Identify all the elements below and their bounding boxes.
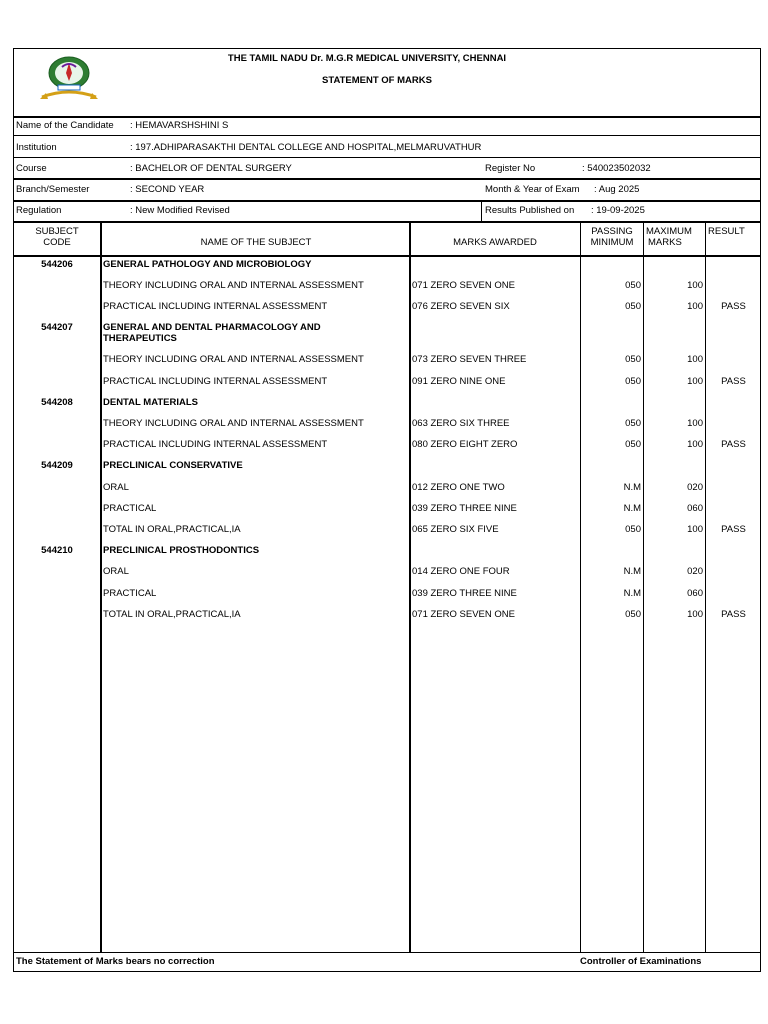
maximum-marks: 020 <box>687 566 703 577</box>
subject-code: 544207 <box>41 322 73 333</box>
subject-name: PRACTICAL <box>103 588 157 599</box>
register-no-value: : 540023502032 <box>582 163 651 174</box>
result-status: PASS <box>721 439 746 450</box>
marks-awarded: 073 ZERO SEVEN THREE <box>412 354 527 365</box>
header-marks-awarded: MARKS AWARDED <box>453 237 537 248</box>
maximum-marks: 100 <box>687 418 703 429</box>
result-status: PASS <box>721 609 746 620</box>
subject-name: DENTAL MATERIALS <box>103 397 198 408</box>
passing-minimum: 050 <box>625 439 641 450</box>
maximum-marks: 100 <box>687 354 703 365</box>
maximum-marks: 020 <box>687 482 703 493</box>
header-passing-2: MINIMUM <box>590 237 634 248</box>
marks-awarded: 091 ZERO NINE ONE <box>412 376 506 387</box>
footer-note: The Statement of Marks bears no correction <box>16 956 215 967</box>
marks-awarded: 080 ZERO EIGHT ZERO <box>412 439 518 450</box>
exam-month-value: : Aug 2025 <box>594 184 640 195</box>
marks-awarded: 071 ZERO SEVEN ONE <box>412 609 515 620</box>
header-maximum-2: MARKS <box>648 237 682 248</box>
document-title: STATEMENT OF MARKS <box>322 75 432 86</box>
branch-label: Branch/Semester <box>16 184 90 195</box>
maximum-marks: 100 <box>687 524 703 535</box>
marks-awarded: 065 ZERO SIX FIVE <box>412 524 499 535</box>
subject-code: 544210 <box>41 545 73 556</box>
subject-name: PRACTICAL INCLUDING INTERNAL ASSESSMENT <box>103 301 328 312</box>
subject-name: THEORY INCLUDING ORAL AND INTERNAL ASSESSMENT <box>103 418 364 429</box>
maximum-marks: 100 <box>687 376 703 387</box>
institution-label: Institution <box>16 142 57 153</box>
candidate-name-value: : HEMAVARSHSHINI S <box>130 120 229 131</box>
passing-minimum: N.M <box>623 503 641 514</box>
maximum-marks: 100 <box>687 301 703 312</box>
subject-name: GENERAL AND DENTAL PHARMACOLOGY AND <box>103 322 321 333</box>
subject-name: TOTAL IN ORAL,PRACTICAL,IA <box>103 609 241 620</box>
maximum-marks: 100 <box>687 609 703 620</box>
subject-name: PRACTICAL INCLUDING INTERNAL ASSESSMENT <box>103 376 328 387</box>
subject-code: 544208 <box>41 397 73 408</box>
controller-signatory: Controller of Examinations <box>580 956 702 967</box>
result-status: PASS <box>721 301 746 312</box>
header-passing-1: PASSING <box>591 226 633 237</box>
header-subject-code-2: CODE <box>43 237 71 248</box>
passing-minimum: 050 <box>625 524 641 535</box>
results-published-value: : 19-09-2025 <box>591 205 645 216</box>
subject-name: THEORY INCLUDING ORAL AND INTERNAL ASSESSMENT <box>103 280 364 291</box>
regulation-value: : New Modified Revised <box>130 205 230 216</box>
candidate-name-label: Name of the Candidate <box>16 120 114 131</box>
subject-name: ORAL <box>103 482 129 493</box>
maximum-marks: 060 <box>687 503 703 514</box>
passing-minimum: 050 <box>625 609 641 620</box>
university-name: THE TAMIL NADU Dr. M.G.R MEDICAL UNIVERSITY, CHENNAI <box>227 53 507 64</box>
passing-minimum: 050 <box>625 376 641 387</box>
passing-minimum: 050 <box>625 354 641 365</box>
marks-awarded: 014 ZERO ONE FOUR <box>412 566 510 577</box>
results-published-label: Results Published on <box>485 205 575 216</box>
subject-name: PRACTICAL INCLUDING INTERNAL ASSESSMENT <box>103 439 328 450</box>
passing-minimum: N.M <box>623 482 641 493</box>
maximum-marks: 100 <box>687 439 703 450</box>
marks-awarded: 039 ZERO THREE NINE <box>412 588 517 599</box>
passing-minimum: 050 <box>625 280 641 291</box>
maximum-marks: 100 <box>687 280 703 291</box>
passing-minimum: 050 <box>625 418 641 429</box>
subject-name: TOTAL IN ORAL,PRACTICAL,IA <box>103 524 241 535</box>
subject-name: PRECLINICAL PROSTHODONTICS <box>103 545 260 556</box>
branch-value: : SECOND YEAR <box>130 184 205 195</box>
header-subject-code-1: SUBJECT <box>35 226 79 237</box>
passing-minimum: 050 <box>625 301 641 312</box>
regulation-label: Regulation <box>16 205 62 216</box>
course-label: Course <box>16 163 47 174</box>
marks-awarded: 039 ZERO THREE NINE <box>412 503 517 514</box>
subject-code: 544209 <box>41 460 73 471</box>
subject-name: PRACTICAL <box>103 503 157 514</box>
header-result: RESULT <box>708 226 745 237</box>
marks-awarded: 076 ZERO SEVEN SIX <box>412 301 510 312</box>
register-no-label: Register No <box>485 163 536 174</box>
maximum-marks: 060 <box>687 588 703 599</box>
result-status: PASS <box>721 376 746 387</box>
marks-awarded: 012 ZERO ONE TWO <box>412 482 505 493</box>
header-subject-name: NAME OF THE SUBJECT <box>200 237 312 248</box>
institution-value: : 197.ADHIPARASAKTHI DENTAL COLLEGE AND HOSPITAL,MELMARUVATHUR <box>130 142 482 153</box>
course-value: : BACHELOR OF DENTAL SURGERY <box>130 163 292 174</box>
exam-month-label: Month & Year of Exam <box>485 184 580 195</box>
subject-code: 544206 <box>41 259 73 270</box>
subject-name-continued: THERAPEUTICS <box>103 333 177 344</box>
passing-minimum: N.M <box>623 566 641 577</box>
subject-name: ORAL <box>103 566 129 577</box>
passing-minimum: N.M <box>623 588 641 599</box>
result-status: PASS <box>721 524 746 535</box>
header-maximum-1: MAXIMUM <box>646 226 692 237</box>
marks-awarded: 063 ZERO SIX THREE <box>412 418 510 429</box>
subject-name: PRECLINICAL CONSERVATIVE <box>103 460 243 471</box>
marks-awarded: 071 ZERO SEVEN ONE <box>412 280 515 291</box>
subject-name: THEORY INCLUDING ORAL AND INTERNAL ASSESSMENT <box>103 354 364 365</box>
marks-statement-sheet <box>13 48 761 972</box>
subject-name: GENERAL PATHOLOGY AND MICROBIOLOGY <box>103 259 312 270</box>
